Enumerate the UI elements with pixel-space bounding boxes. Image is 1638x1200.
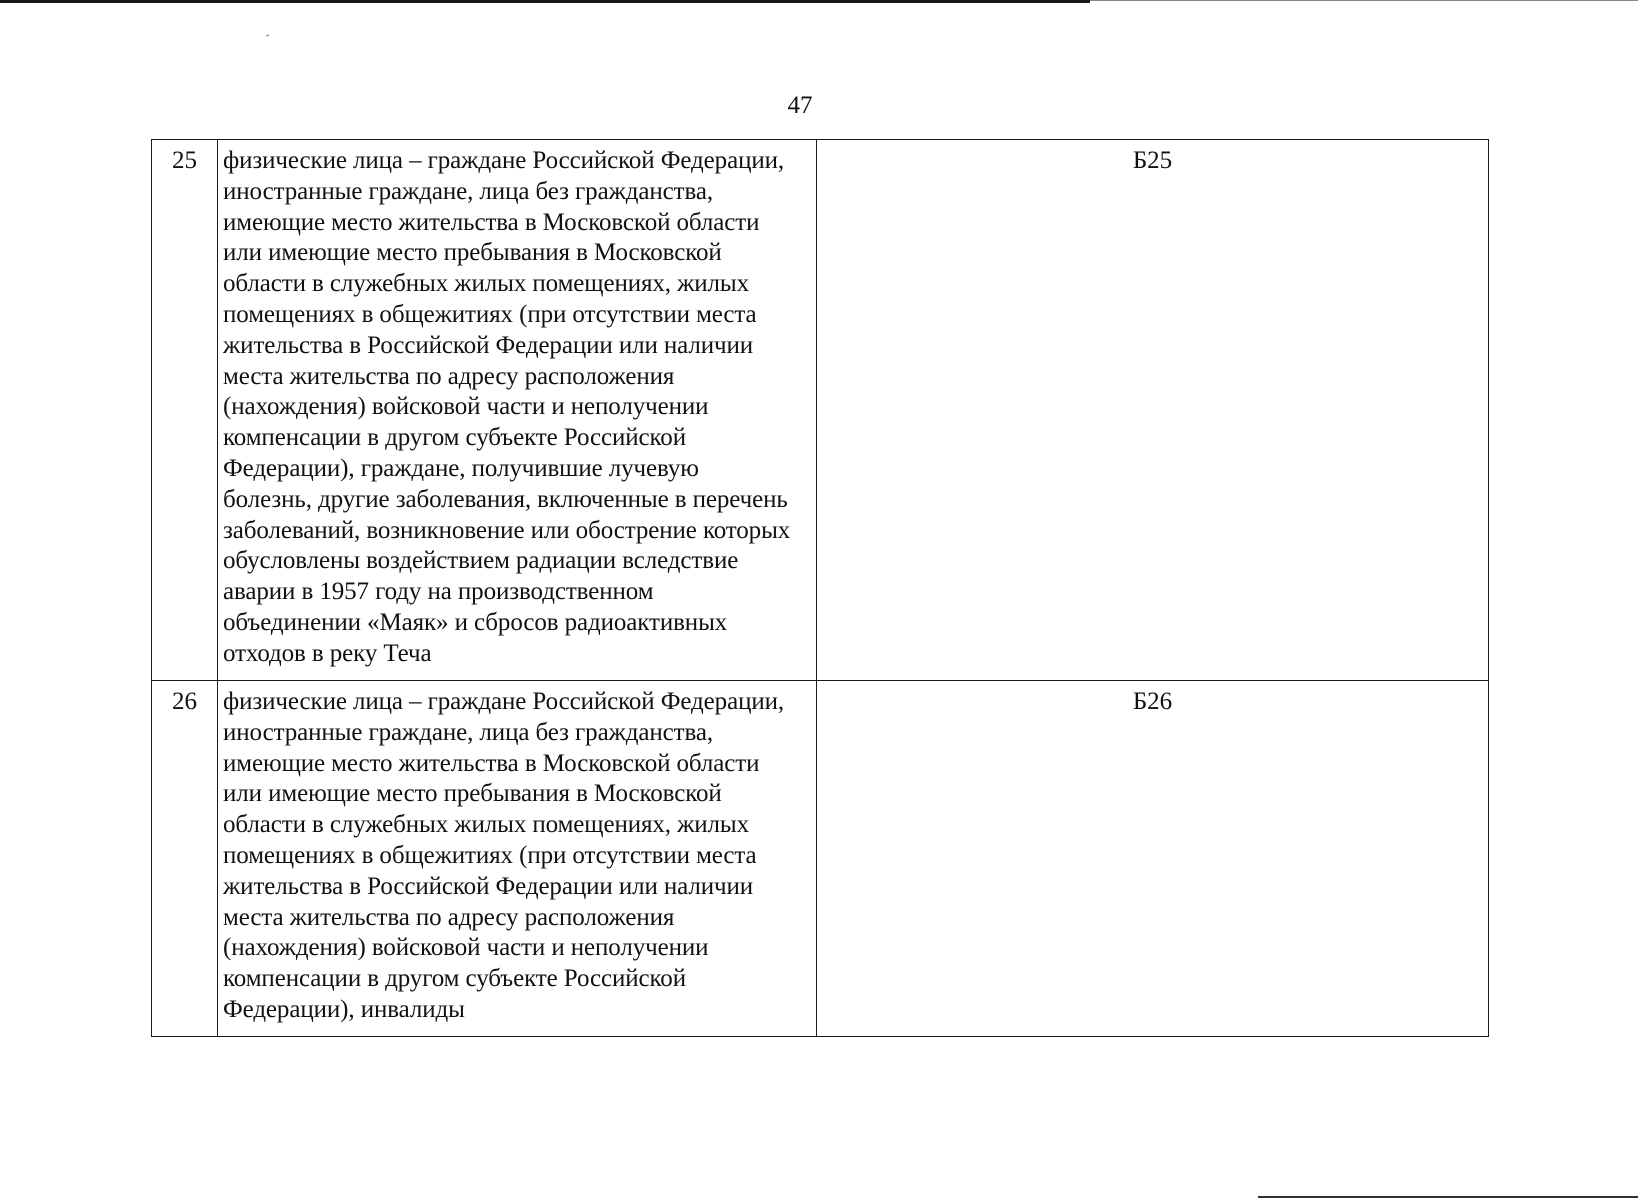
scan-edge-top	[0, 0, 1090, 3]
row-code-cell: Б26	[817, 681, 1489, 1037]
row-description-cell: физические лица – граждане Российской Федерации, иностранные граждане, лица без гражданства, имеющие место жительства в Московской области или имеющие место пребывания в Московской области в служебных жилых помещениях, жилых помещениях в общежитиях (при отсутствии места жительства в Российской Федерации или наличии места жительства по адресу расположения (нахождения) войсковой части и неполучении компенсации в другом субъекте Российской Федерации), инвалиды	[218, 681, 817, 1037]
table-row	[152, 681, 1489, 1037]
row-description-cell: физические лица – граждане Российской Федерации, иностранные граждане, лица без гражданства, имеющие место жительства в Московской области или имеющие место пребывания в Московской области в служебных жилых помещениях, жилых помещениях в общежитиях (при отсутствии места жительства в Российской Федерации или наличии места жительства по адресу расположения (нахождения) войсковой части и неполучении компенсации в другом субъекте Российской Федерации), граждане, получившие лучевую болезнь, другие заболевания, включенные в перечень заболеваний, возникновение или обострение которых обусловлены воздействием радиации вследствие аварии в 1957 году на производственном объединении «Маяк» и сбросов радиоактивных отходов в реку Теча	[218, 140, 817, 681]
scan-edge-bottom	[1258, 1196, 1638, 1198]
row-number-cell: 25	[152, 140, 218, 681]
page-number: 47	[787, 92, 813, 119]
document-table	[151, 139, 1489, 1037]
row-number-cell: 26	[152, 681, 218, 1037]
scan-edge-top-faint	[1090, 0, 1638, 1]
row-code-cell: Б25	[817, 140, 1489, 681]
table-row	[152, 140, 1489, 681]
scan-speck	[266, 35, 269, 37]
